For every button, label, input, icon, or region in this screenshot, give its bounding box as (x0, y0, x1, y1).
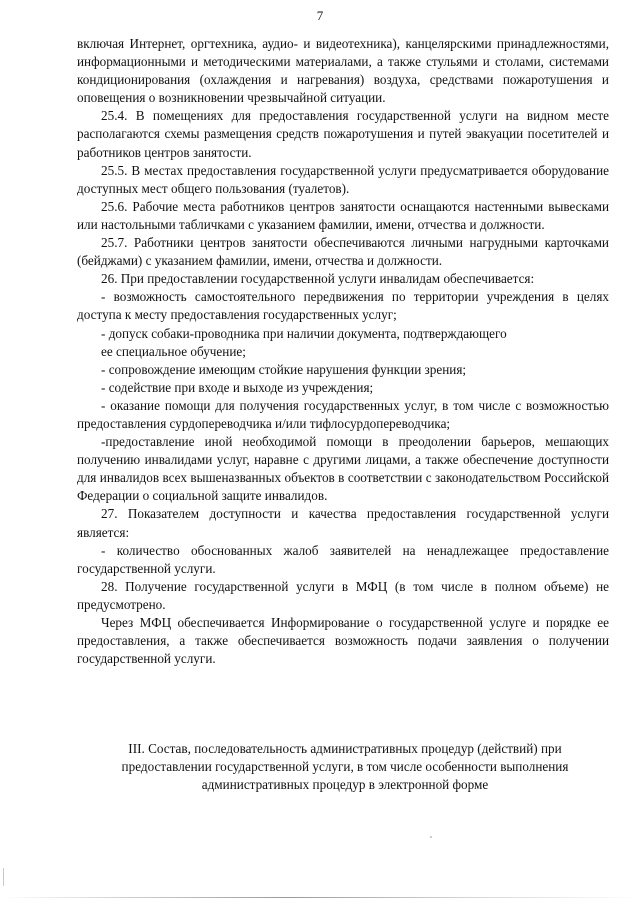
section-heading-line-1: III. Состав, последовательность административных процедур (действий) при (128, 741, 562, 756)
paragraph-25-4: 25.4. В помещениях для предоставления государственной услуги на видном месте располагаются схемы размещения средств пожаротушения и путей эвакуации посетителей и работников центров занятости. (77, 108, 609, 160)
paragraph-27: 27. Показателем доступности и качества предоставления государственной услуги является: (77, 506, 609, 540)
list-item-guide-dog-continuation: ее специальное обучение; (101, 343, 246, 359)
paragraph-28: 28. Получение государственной услуги в МФЦ (в том числе в полном объеме) не предусмотрено. (77, 578, 609, 612)
scan-edge-mark (3, 868, 4, 886)
paragraph-25-6: 25.6. Рабочие места работников центров занятости оснащаются настенными вывесками или настольными табличками с указанием фамилии, имени, отчества и должности. (77, 198, 609, 232)
paragraph-mfc-informing: Через МФЦ обеспечивается Информирование о государственной услуге и порядке ее предоставления, а также обеспечивается возможность подачи заявления о получении государственной услуги. (77, 615, 609, 667)
list-item-other-assistance: -предоставление иной необходимой помощи в преодолении барьеров, мешающих получению инвалидами услуг, наравне с другими лицами, а также обеспечение доступности для инвалидов всех вышеназванных объектов в соответствии с законодательством Российской Федерации о социальной защите инвалидов. (77, 434, 609, 504)
list-item-escort: - сопровождение имеющим стойкие нарушения функции зрения; (101, 361, 467, 377)
page-number: 7 (316, 8, 324, 23)
document-body (77, 35, 609, 668)
section-heading (80, 740, 610, 794)
list-item-movement: - возможность самостоятельного передвижения по территории учреждения в целях доступа к месту предоставления государственных услуг; (77, 289, 609, 323)
paragraph-equipment-continuation: включая Интернет, оргтехника, аудио- и видеотехника), канцелярскими принадлежностями, информационными и методическими материалами, а также стульями и столами, системами кондиционирования (охлаждения и нагревания) воздуха, средствами пожаротушения и оповещения о возникновении чрезвычайной ситуации. (77, 36, 609, 106)
list-item-guide-dog: - допуск собаки-проводника при наличии документа, подтверждающего (101, 325, 507, 341)
paragraph-26: 26. При предоставлении государственной услуги инвалидам обеспечивается: (101, 271, 535, 287)
paragraph-25-7: 25.7. Работники центров занятости обеспечиваются личными нагрудными карточками (бейджами) с указанием фамилии, имени, отчества и должности. (77, 235, 609, 269)
scan-bottom-line (0, 897, 640, 898)
section-heading-line-3: административных процедур в электронной форме (201, 777, 489, 792)
list-item-complaints: - количество обоснованных жалоб заявителей на ненадлежащее предоставление государственной услуги. (77, 542, 609, 576)
list-item-entry-assistance: - содействие при входе и выходе из учреждения; (101, 379, 374, 395)
paragraph-25-5: 25.5. В местах предоставления государственной услуги предусматривается оборудование доступных мест общего пользования (туалетов). (77, 162, 609, 196)
section-heading-line-2: предоставлении государственной услуги, в том числе особенности выполнения (121, 759, 569, 774)
scan-speck (430, 836, 432, 838)
list-item-interpreter: - оказание помощи для получения государственных услуг, в том числе с возможностью предоставления сурдопереводчика и/или тифлосурдопереводчика; (77, 397, 609, 431)
